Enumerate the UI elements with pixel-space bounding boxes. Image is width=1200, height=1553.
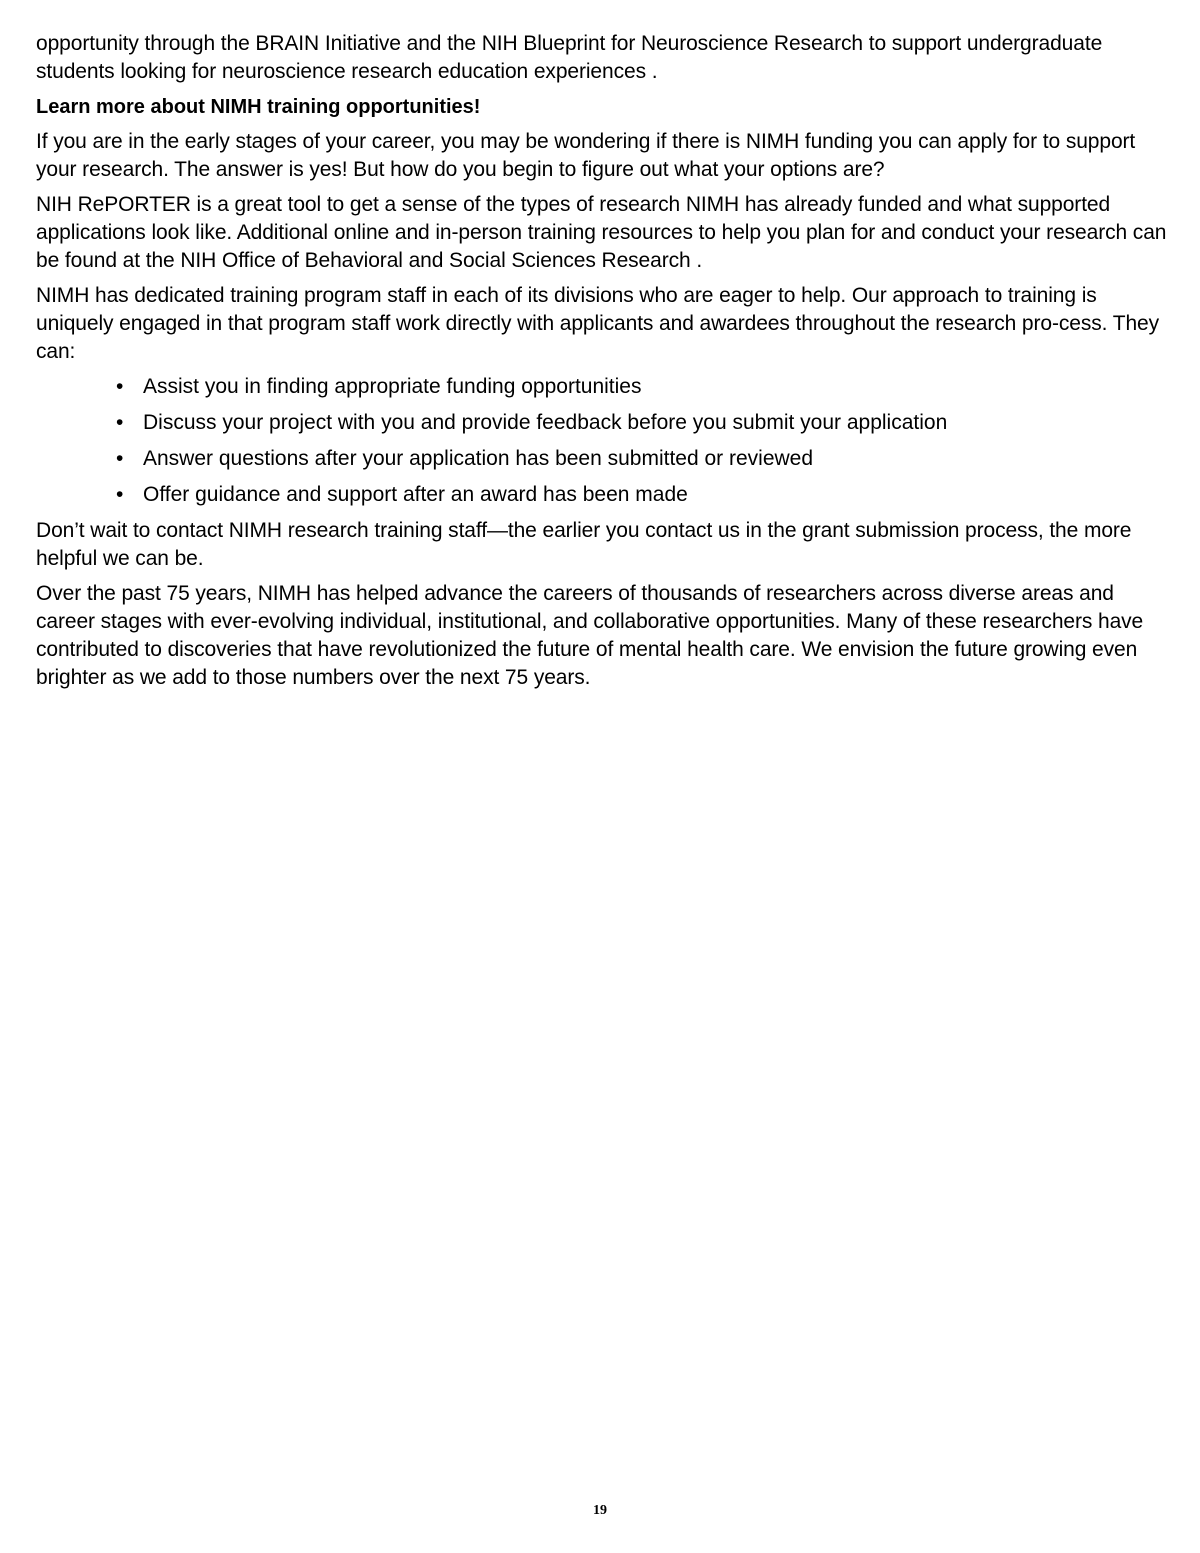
list-item (116, 445, 1168, 473)
intro-paragraph: opportunity through the BRAIN Initiative and the NIH Blueprint for Neuroscience Research to support undergraduate students looking for neuroscience research education experiences . (36, 32, 1103, 83)
paragraph-75-years: Over the past 75 years, NIMH has helped advance the careers of thousands of researchers across diverse areas and career stages with ever-evolving individual, institutional, and collaborative opportunities. Many of these researchers have contributed to discoveries that have revolutionized the future of mental health care. We envision the future growing even brighter as we add to those numbers over the next 75 years. (36, 582, 1144, 689)
list-item-text: Answer questions after your application has been submitted or reviewed (143, 447, 814, 470)
bullet-icon: • (116, 447, 124, 470)
list-item-text: Discuss your project with you and provide feedback before you submit your application (143, 411, 948, 434)
paragraph-training-staff: NIMH has dedicated training program staff in each of its divisions who are eager to help. Our approach to training is uniquely engaged in that program staff work directly with applicants and awardees throughout the research pro-cess. They can: (36, 284, 1160, 363)
page-number: 19 (593, 1503, 607, 1518)
list-item (116, 409, 1168, 437)
staff-help-list (36, 373, 1168, 509)
paragraph-contact-staff: Don’t wait to contact NIMH research training staff—the earlier you contact us in the grant submission process, the more helpful we can be. (36, 519, 1132, 570)
paragraph-nih-reporter: NIH RePORTER is a great tool to get a sense of the types of research NIMH has already funded and what supported applications look like. Additional online and in-person training resources to help you plan for and conduct your research can be found at the NIH Office of Behavioral and Social Sciences Research . (36, 193, 1167, 272)
document-body (36, 30, 1168, 699)
bullet-icon: • (116, 411, 124, 434)
section-heading: Learn more about NIMH training opportunities! (36, 96, 481, 118)
list-item (116, 481, 1168, 509)
list-item-text: Assist you in finding appropriate funding opportunities (143, 375, 642, 398)
paragraph-early-career: If you are in the early stages of your career, you may be wondering if there is NIMH funding you can apply for to support your research. The answer is yes! But how do you begin to figure out what your options are? (36, 130, 1136, 181)
bullet-icon: • (116, 483, 124, 506)
list-item-text: Offer guidance and support after an award has been made (143, 483, 688, 506)
bullet-icon: • (116, 375, 124, 398)
list-item (116, 373, 1168, 401)
